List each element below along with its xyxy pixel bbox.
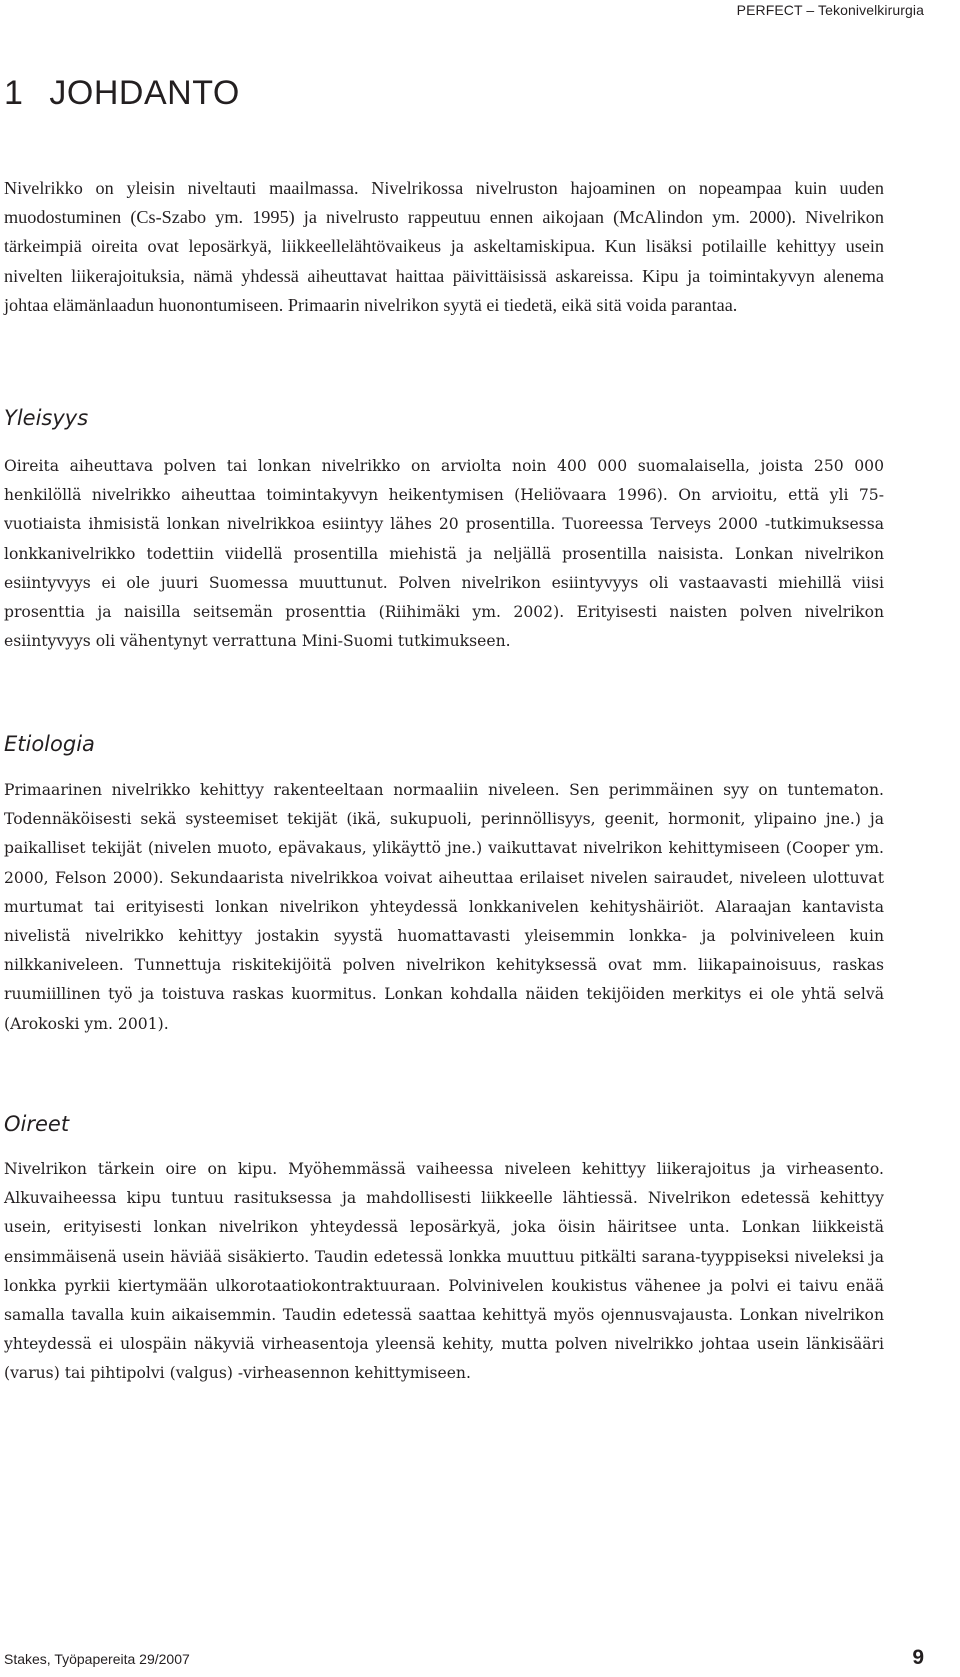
page-number: 9: [912, 1646, 924, 1669]
section-oireet: [4, 1155, 884, 1389]
section-yleisyys: [4, 452, 884, 656]
intro-paragraph: Nivelrikko on yleisin niveltauti maailmassa. Nivelrikossa nivelruston hajoaminen on nopeampaa kuin uuden muodostuminen (Cs-Szabo ym. 1995) ja nivelrusto rappeutuu ennen aikojaan (McAlindon ym. 2000). Nivelrikon tärkeimpiä oireita ovat leposärkyä, liikkeellelähtövaikeus ja askeltamiskipua. Kun lisäksi potilaille kehittyy usein nivelten liikerajoituksia, nämä yhdessä aiheuttavat haittaa päivittäisissä askareissa. Kipu ja toimintakyvyn alenema johtaa elämänlaadun huonontumiseen. Primaarin nivelrikon syytä ei tiedetä, eikä sitä voida parantaa.: [4, 178, 884, 315]
section-paragraph-oireet: Nivelrikon tärkein oire on kipu. Myöhemmässä vaiheessa niveleen kehittyy liikerajoitus ja virheasento. Alkuvaiheessa kipu tuntuu rasituksessa ja mahdollisesti liikkeelle lähtiessä. Nivelrikon edetessä kehittyy usein, erityisesti lonkan nivelrikon yhteydessä leposärkyä, joka öisin häiritsee unta. Lonkan liikkeistä ensimmäisenä usein häviää sisäkierto. Taudin edetessä lonkka muuttuu pitkälti sarana-tyyppiseksi niveleksi ja lonkka pyrkii kiertymään ulkorotaatiokontraktuuraan. Polvinivelen koukistus vähenee ja polvi ei taivu enää samalla tavalla kuin aikaisemmin. Taudin edetessä saattaa kehittyä myös ojennusvajausta. Lonkan nivelrikon yhteydessä ei ulospäin näkyviä virheasentoja yleensä kehity, mutta polven nivelrikko johtaa usein länkisääri (varus) tai pihtipolvi (valgus) -virheasennon kehittymiseen.: [4, 1160, 884, 1383]
chapter-title: [4, 74, 240, 113]
section-etiologia: [4, 776, 884, 1039]
running-head: PERFECT – Tekonivelkirurgia: [736, 2, 924, 18]
intro-section: [4, 174, 884, 320]
chapter-title-text: JOHDANTO: [49, 74, 240, 112]
footer-publication: Stakes, Työpapereita 29/2007: [4, 1651, 190, 1667]
section-paragraph-yleisyys: Oireita aiheuttava polven tai lonkan nivelrikko on arviolta noin 400 000 suomalaisella, joista 250 000 henkilöllä nivelrikko aiheuttaa toimintakyvyn heikentymisen (Heliövaara 1996). On arvioitu, että yli 75-vuotiaista ihmisistä lonkan nivelrikkoa esiintyy lähes 20 prosentilla. Tuoreessa Terveys 2000 -tutkimuksessa lonkkanivelrikko todettiin viidellä prosentilla miehistä ja neljällä prosentilla naisista. Lonkan nivelrikon esiintyvyys ei ole juuri Suomessa muuttunut. Polven nivelrikon esiintyvyys oli vastaavasti miehillä viisi prosenttia ja naisilla seitsemän prosenttia (Riihimäki ym. 2002). Erityisesti naisten polven nivelrikon esiintyvyys oli vähentynyt verrattuna Mini-Suomi tutkimukseen.: [4, 457, 884, 651]
chapter-number: 1: [4, 74, 24, 112]
section-paragraph-etiologia: Primaarinen nivelrikko kehittyy rakenteeltaan normaaliin niveleen. Sen perimmäinen syy on tuntematon. Todennäköisesti sekä systeemiset tekijät (ikä, sukupuoli, perinnöllisyys, geenit, hormonit, ylipaino jne.) ja paikalliset tekijät (nivelen muoto, epävakaus, ylikäyttö jne.) vaikuttavat nivelrikon kehittymiseen (Cooper ym. 2000, Felson 2000). Sekundaarista nivelrikkoa voivat aiheuttaa erilaiset nivelen sairaudet, niveleen ulottuvat murtumat tai erityisesti lonkan nivelrikon yhteydessä lonkkanivelen kehityshäiriöt. Alaraajan kantavista nivelistä nivelrikko kehittyy jostakin syystä huomattavasti yleisemmin lonkka- ja polviniveleen kuin nilkkaniveleen. Tunnettuja riskitekijöitä polven nivelrikon kehityksessä ovat mm. liikapainoisuus, raskas ruumiillinen työ ja toistuva raskas kuormitus. Lonkan kohdalla näiden tekijöiden merkitys ei ole yhtä selvä (Arokoski ym. 2001).: [4, 781, 884, 1033]
section-heading-oireet: Oireet: [4, 1112, 70, 1136]
section-heading-yleisyys: Yleisyys: [4, 406, 89, 430]
section-heading-etiologia: Etiologia: [4, 732, 95, 756]
